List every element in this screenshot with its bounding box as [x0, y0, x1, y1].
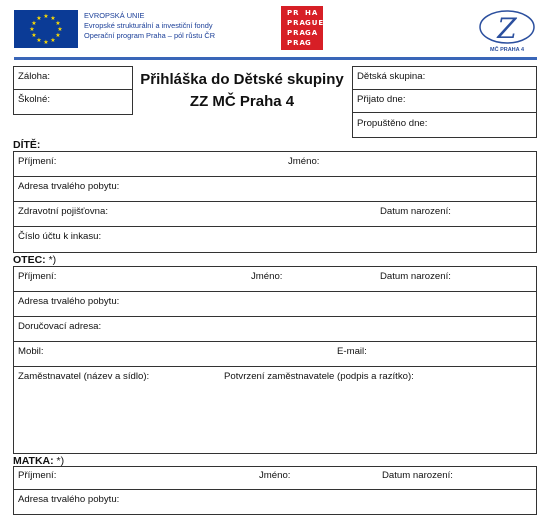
svg-text:★: ★: [43, 13, 49, 20]
form-title-line-2: ZZ MČ Praha 4: [189, 93, 295, 110]
dite-pojistovna-label: Zdravotní pojišťovna:: [18, 206, 108, 217]
eu-stars-icon: [14, 10, 78, 48]
matka-jmeno-label: Jméno:: [259, 470, 291, 481]
otec-dorucovaci-row[interactable]: [13, 316, 537, 342]
praha-logo-text: PR: [287, 9, 300, 17]
otec-adresa-label: Adresa trvalého pobytu:: [18, 296, 120, 307]
otec-email-label: E-mail:: [337, 346, 367, 357]
svg-text:★: ★: [31, 20, 37, 27]
dite-heading: DÍTĚ:: [13, 139, 41, 151]
praha-logo-text: GUE: [305, 19, 325, 27]
svg-text:★: ★: [55, 20, 61, 27]
dite-jmeno-label: Jméno:: [288, 156, 320, 167]
svg-text:★: ★: [36, 37, 42, 44]
mc-praha4-logo: [477, 6, 537, 54]
form-title-line-1: Přihláška do Dětské skupiny: [140, 71, 344, 88]
svg-text:★: ★: [55, 32, 61, 39]
praha-logo: [281, 6, 323, 50]
dite-ucet-row[interactable]: [13, 226, 537, 253]
zaloha-field[interactable]: [13, 66, 133, 90]
svg-text:★: ★: [43, 39, 49, 46]
svg-text:★: ★: [57, 26, 63, 33]
otec-kontakt-row[interactable]: [13, 341, 537, 367]
detska-skupina-field[interactable]: [352, 66, 537, 90]
skolne-field[interactable]: [13, 89, 133, 115]
mc-logo-letter: Z: [497, 12, 517, 45]
dite-name-row[interactable]: [13, 151, 537, 177]
svg-text:★: ★: [31, 32, 37, 39]
otec-heading-note: *): [45, 254, 57, 266]
otec-dorucovaci-label: Doručovací adresa:: [18, 321, 102, 332]
eu-line-1: EVROPSKÁ UNIE: [84, 11, 145, 20]
form-title: [132, 69, 352, 113]
dite-datum-label: Datum narození:: [380, 206, 451, 217]
dite-ucet-label: Číslo účtu k inkasu:: [18, 231, 102, 242]
svg-text:★: ★: [50, 15, 56, 22]
propusteno-dne-label: Propuštěno dne:: [357, 118, 428, 129]
otec-potvrzeni-label: Potvrzení zaměstnavatele (podpis a razítko):: [224, 371, 414, 382]
otec-heading: [13, 254, 56, 266]
eu-line-3: Operační program Praha – pól růstu ČR: [84, 31, 216, 40]
otec-adresa-row[interactable]: [13, 291, 537, 317]
skolne-label: Školné:: [18, 94, 50, 105]
praha-logo-text: G: [305, 39, 312, 47]
eu-line-2: Evropské strukturální a investiční fondy: [84, 21, 213, 30]
otec-prijmeni-label: Příjmení:: [18, 271, 57, 282]
otec-heading-text: OTEC:: [13, 254, 46, 266]
otec-zamestnavatel-label: Zaměstnavatel (název a sídlo):: [18, 371, 150, 382]
svg-text:★: ★: [29, 26, 35, 33]
dite-adresa-label: Adresa trvalého pobytu:: [18, 181, 120, 192]
dite-pojistovna-row[interactable]: [13, 201, 537, 227]
praha-logo-text: PRA: [287, 29, 306, 37]
svg-text:★: ★: [36, 15, 42, 22]
matka-prijmeni-label: Příjmení:: [18, 470, 57, 481]
prijato-dne-label: Přijato dne:: [357, 94, 406, 105]
otec-datum-label: Datum narození:: [380, 271, 451, 282]
propusteno-dne-field[interactable]: [352, 112, 537, 138]
mc-logo-text: MČ PRAHA 4: [489, 47, 525, 53]
matka-adresa-row[interactable]: [13, 489, 537, 515]
praha-logo-text: PRA: [287, 39, 306, 47]
mc-praha4-emblem-icon: [477, 6, 537, 54]
matka-name-row[interactable]: [13, 466, 537, 490]
otec-mobil-label: Mobil:: [18, 346, 44, 357]
matka-adresa-label: Adresa trvalého pobytu:: [18, 494, 120, 505]
header-divider: [14, 57, 537, 60]
dite-adresa-row[interactable]: [13, 176, 537, 202]
matka-datum-label: Datum narození:: [382, 470, 453, 481]
dite-prijmeni-label: Příjmení:: [18, 156, 57, 167]
matka-heading-note: *): [53, 455, 65, 467]
detska-skupina-label: Dětská skupina:: [357, 71, 426, 82]
otec-jmeno-label: Jméno:: [251, 271, 283, 282]
praha-logo-text: GA: [305, 29, 319, 37]
matka-heading-text: MATKA:: [13, 455, 54, 467]
prijato-dne-field[interactable]: [352, 89, 537, 113]
zaloha-label: Záloha:: [18, 71, 50, 82]
praha-logo-text: PRA: [287, 19, 306, 27]
svg-text:★: ★: [50, 37, 56, 44]
otec-zamestnavatel-box[interactable]: [13, 366, 537, 454]
praha-logo-text: HA: [305, 9, 319, 17]
eu-flag-logo: [14, 10, 78, 48]
otec-name-row[interactable]: [13, 266, 537, 292]
eu-program-text: [84, 11, 215, 41]
